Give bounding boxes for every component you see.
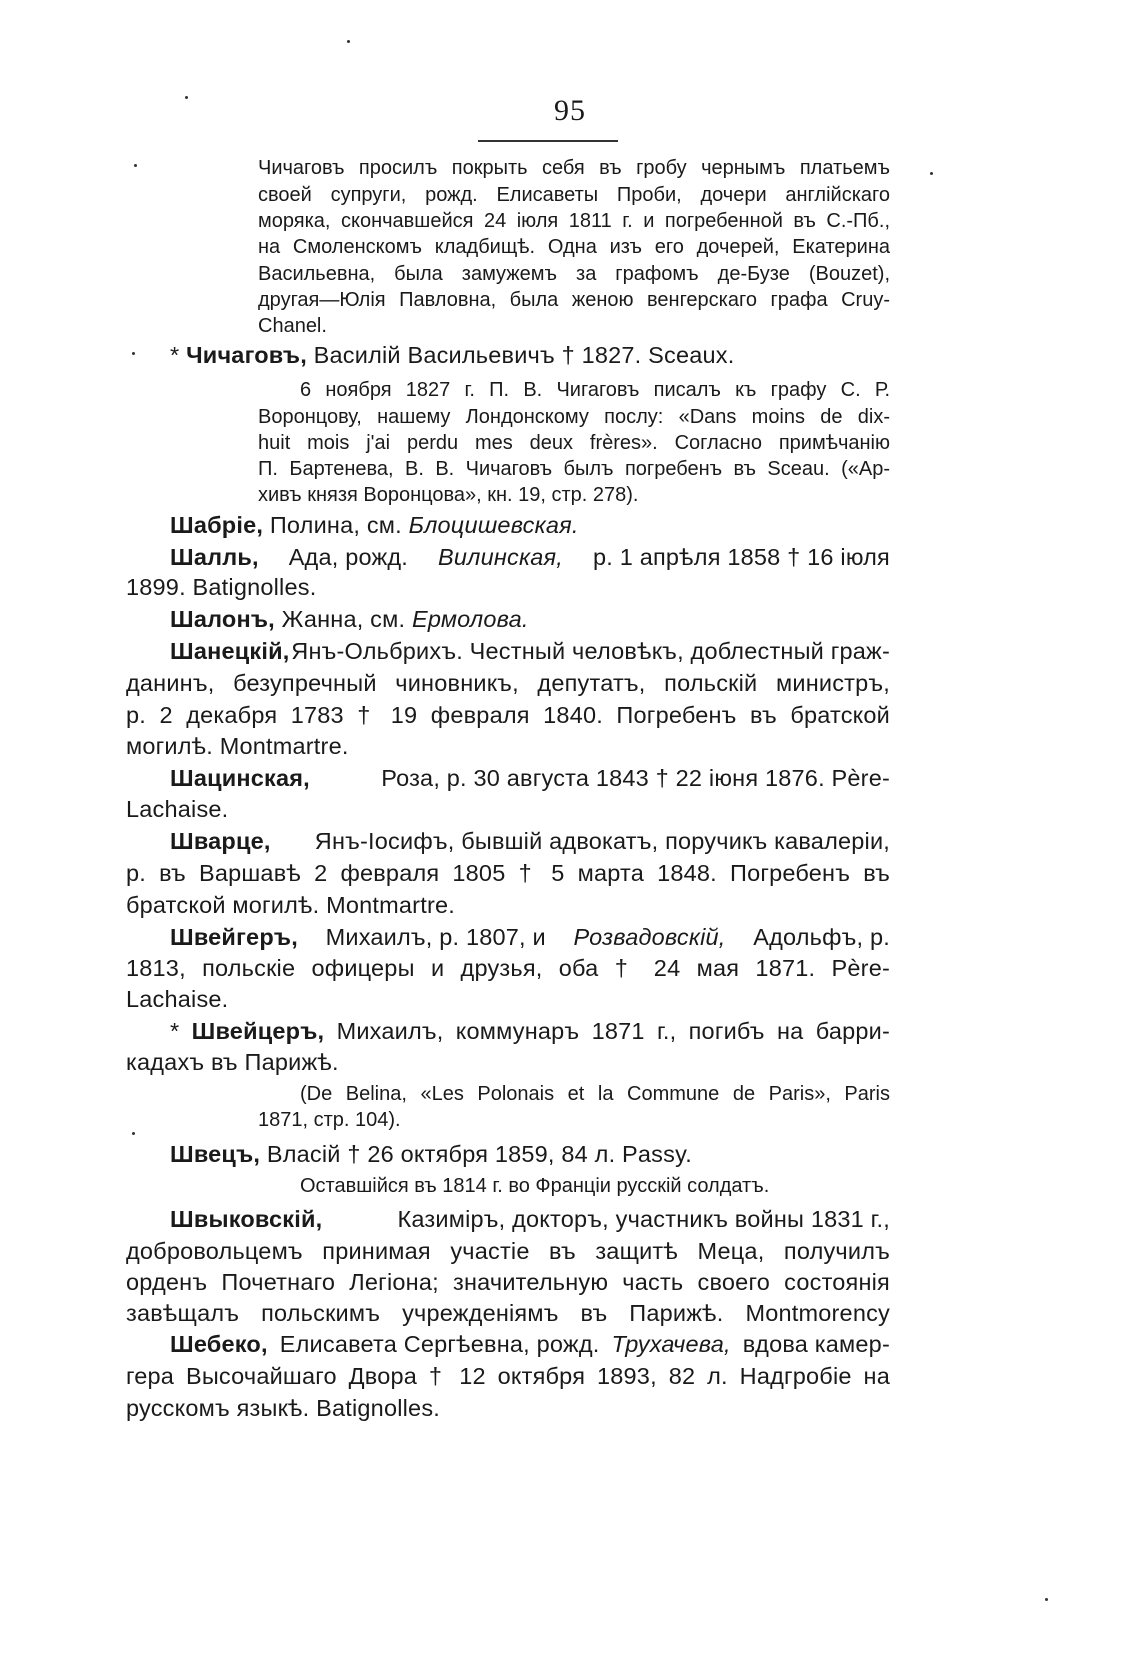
cross-reference: Трухачева, (611, 1331, 731, 1357)
entry-text: Власій † 26 октября 1859, 84 л. Passy. (266, 1141, 693, 1167)
text-line: другая—Юлія Павловна, была женою венгерскаго графа Cruy- (258, 289, 890, 311)
text-line: русскомъ языкѣ. Batignolles. (126, 1395, 441, 1421)
text-line: данинъ, безупречный чиновникъ, депутатъ, польскій министръ, (126, 670, 890, 696)
scan-speck (134, 164, 137, 167)
header-rule (478, 140, 618, 142)
entry-heading-line (170, 546, 890, 570)
entry-name: Шалонъ, (170, 606, 275, 632)
note-line: Воронцову, нашему Лондонскому послу: «Dans moins de dix- (258, 406, 890, 428)
entry-name: Чичаговъ, (186, 342, 307, 368)
text-line: орденъ Почетнаго Легіона; значительную часть своего состоянія (126, 1269, 890, 1295)
entry-text: Полина, см. (269, 512, 402, 538)
scan-speck (1045, 1598, 1048, 1601)
cross-reference: Ермолова. (411, 606, 529, 632)
text-line: завѣщалъ польскимъ учрежденіямъ въ Парижѣ. Montmorency (126, 1300, 890, 1326)
note-line: Оставшійся въ 1814 г. во Франціи русскій солдатъ. (300, 1175, 770, 1197)
text-line: 1813, польскіе офицеры и друзья, оба † 24 мая 1871. Père- (126, 955, 890, 981)
note-line: хивъ князя Воронцова», кн. 19, стр. 278). (258, 484, 639, 506)
entry-name: Швейцеръ, (191, 1018, 325, 1044)
entry-heading-line (170, 830, 890, 854)
entry-name: Швыковскій, (170, 1206, 323, 1232)
scan-speck (132, 1132, 135, 1135)
entry-name: Шанецкій, (170, 638, 290, 664)
text-line: своей супруги, рожд. Елисаветы Проби, дочери англійскаго (258, 184, 890, 206)
entry-name: Шацинская, (170, 765, 310, 791)
entry-text: Михаилъ, коммунаръ 1871 г., погибъ на барри- (336, 1018, 890, 1044)
note-line: (De Belina, «Les Polonais et la Commune de Paris», Paris (300, 1083, 890, 1105)
entry-text: Василій Васильевичъ † 1827. Sceaux. (313, 342, 735, 368)
note-line: 1871, стр. 104). (258, 1109, 401, 1131)
entry-shalon (170, 608, 529, 632)
text-line: р. въ Варшавѣ 2 февраля 1805 † 5 марта 1848. Погребенъ въ (126, 860, 890, 886)
entry-heading-line (170, 344, 734, 368)
entry-text: Адольфъ, р. (753, 924, 890, 950)
entry-text: Жанна, см. (281, 606, 406, 632)
text-line: р. 2 декабря 1783 † 19 февраля 1840. Погребенъ въ братской (126, 702, 890, 728)
entry-text: Янъ-Іосифъ, бывшій адвокатъ, поручикъ кавалеріи, (314, 828, 890, 854)
text-line: кадахъ въ Парижѣ. (126, 1049, 339, 1075)
note-line: П. Бартенева, В. В. Чичаговъ былъ погребенъ въ Sceau. («Ар- (258, 458, 890, 480)
text-line: гера Высочайшаго Двора † 12 октября 1893, 82 л. Надгробіе на (126, 1363, 890, 1389)
entry-heading-line (170, 640, 890, 664)
entry-heading-line (170, 1143, 692, 1167)
entry-text: р. 1 апрѣля 1858 † 16 іюля (592, 544, 890, 570)
scan-speck (930, 172, 933, 175)
text-line: на Смоленскомъ кладбищѣ. Одна изъ его дочерей, Екатерина (258, 236, 890, 258)
text-line: Chanel. (258, 315, 327, 337)
entry-shabrie (170, 514, 579, 538)
text-line: Lachaise. (126, 796, 229, 822)
entry-heading-line (170, 1333, 890, 1357)
page-number: 95 (554, 94, 586, 127)
text-line: Чичаговъ просилъ покрыть себя въ гробу чернымъ платьемъ (258, 157, 890, 179)
scan-speck (347, 40, 350, 43)
entry-heading-line (170, 1208, 890, 1232)
entry-name: Шварце, (170, 828, 271, 854)
entry-name: Шебеко, (170, 1331, 268, 1357)
text-line: добровольцемъ принимая участіе въ защитѣ Меца, получилъ (126, 1238, 890, 1264)
scan-speck (132, 352, 135, 355)
entry-name: Швейгеръ, (170, 924, 298, 950)
entry-heading-line (170, 767, 890, 791)
entry-text: Казиміръ, докторъ, участникъ войны 1831 г., (397, 1206, 890, 1232)
entry-text: Елисавета Сергѣевна, рожд. (279, 1331, 600, 1357)
entry-text: Янъ-Ольбрихъ. Честный человѣкъ, доблестный граж- (291, 638, 890, 664)
note-line: 6 ноября 1827 г. П. В. Чигаговъ писалъ къ графу С. Р. (300, 379, 890, 401)
entry-text: Ада, рожд. (288, 544, 409, 570)
entry-heading-line (170, 1020, 890, 1044)
cross-reference: Вилинская, (438, 544, 564, 570)
text-line: могилѣ. Montmartre. (126, 733, 349, 759)
entry-name: Шабріе, (170, 512, 264, 538)
asterisk-mark: * (170, 342, 180, 368)
scan-speck (185, 96, 188, 99)
entry-text: Роза, р. 30 августа 1843 † 22 іюня 1876. Père- (381, 765, 890, 791)
text-line: Васильевна, была замужемъ за графомъ де-Бузе (Bouzet), (258, 263, 890, 285)
note-line: huit mois j'ai perdu mes deux frères». Согласно примѣчанію (258, 432, 890, 454)
entry-name: Швецъ, (170, 1141, 261, 1167)
entry-text: вдова камер- (742, 1331, 890, 1357)
entry-name: Шалль, (170, 544, 259, 570)
asterisk-mark: * (170, 1018, 180, 1044)
text-line: Lachaise. (126, 986, 229, 1012)
entry-text: Михаилъ, р. 1807, и (325, 924, 546, 950)
entry-heading-line (170, 926, 890, 950)
text-line: братской могилѣ. Montmartre. (126, 892, 455, 918)
text-line: 1899. Batignolles. (126, 574, 317, 600)
cross-reference: Розвадовскій, (573, 924, 726, 950)
cross-reference: Блоцишевская. (408, 512, 579, 538)
text-line: моряка, скончавшейся 24 іюля 1811 г. и погребенной въ С.-Пб., (258, 210, 890, 232)
